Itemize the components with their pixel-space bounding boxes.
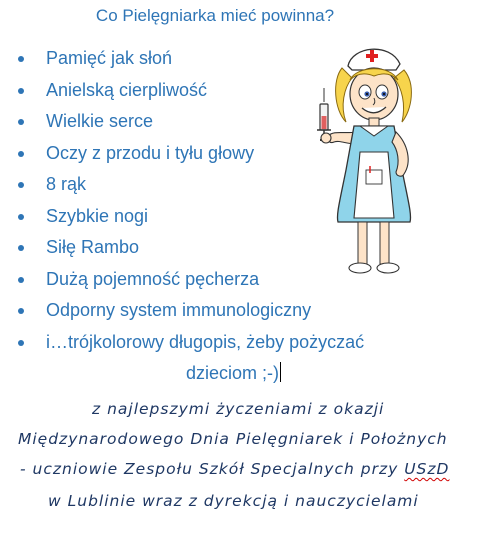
nurse-cartoon-icon	[312, 40, 422, 285]
bullet-icon	[18, 56, 24, 62]
list-item-continuation[interactable]	[186, 362, 281, 384]
bullet-icon	[18, 151, 24, 157]
wishes-line-1: z najlepszymi życzeniami z okazji	[92, 400, 385, 418]
bullet-icon	[18, 214, 24, 220]
wishes-line-4: w Lublinie wraz z dyrekcją i nauczycielami	[48, 492, 419, 510]
wishes-line-2: Międzynarodowego Dnia Pielęgniarek i Położnych	[18, 430, 448, 448]
list-item-text: Anielską cierpliwość	[46, 79, 208, 100]
list-item-text: Dużą pojemność pęcherza	[46, 268, 260, 289]
list-item	[14, 295, 364, 327]
bullet-icon	[18, 277, 24, 283]
bullet-icon	[18, 182, 24, 188]
document-title: Co Pielęgniarka mieć powinna?	[95, 6, 335, 25]
list-item-text: Wielkie serce	[46, 111, 154, 131]
list-item-text: i…trójkolorowy długopis, żeby pożyczać	[46, 331, 365, 352]
syringe-icon	[317, 88, 331, 140]
list-item-text: 8 rąk	[46, 174, 87, 194]
text-cursor	[280, 362, 281, 382]
list-item-text: Siłę Rambo	[46, 237, 140, 257]
spellcheck-flagged-word[interactable]: USzD	[404, 460, 450, 478]
bullet-icon	[18, 119, 24, 125]
list-item-text: Oczy z przodu i tyłu głowy	[46, 142, 255, 163]
list-item	[14, 327, 364, 359]
bullet-icon	[18, 340, 24, 346]
list-item-text: Odporny system immunologiczny	[46, 300, 312, 320]
list-item-text: Pamięć jak słoń	[46, 48, 173, 68]
wishes-line-3-text: - uczniowie Zespołu Szkół Specjalnych przy	[20, 460, 405, 478]
bullet-icon	[18, 308, 24, 314]
bullet-icon	[18, 88, 24, 94]
bullet-icon	[18, 245, 24, 251]
list-item-text: Szybkie nogi	[46, 205, 149, 226]
continuation-text: dzieciom ;-)	[186, 363, 280, 383]
wishes-line-3	[20, 460, 449, 478]
